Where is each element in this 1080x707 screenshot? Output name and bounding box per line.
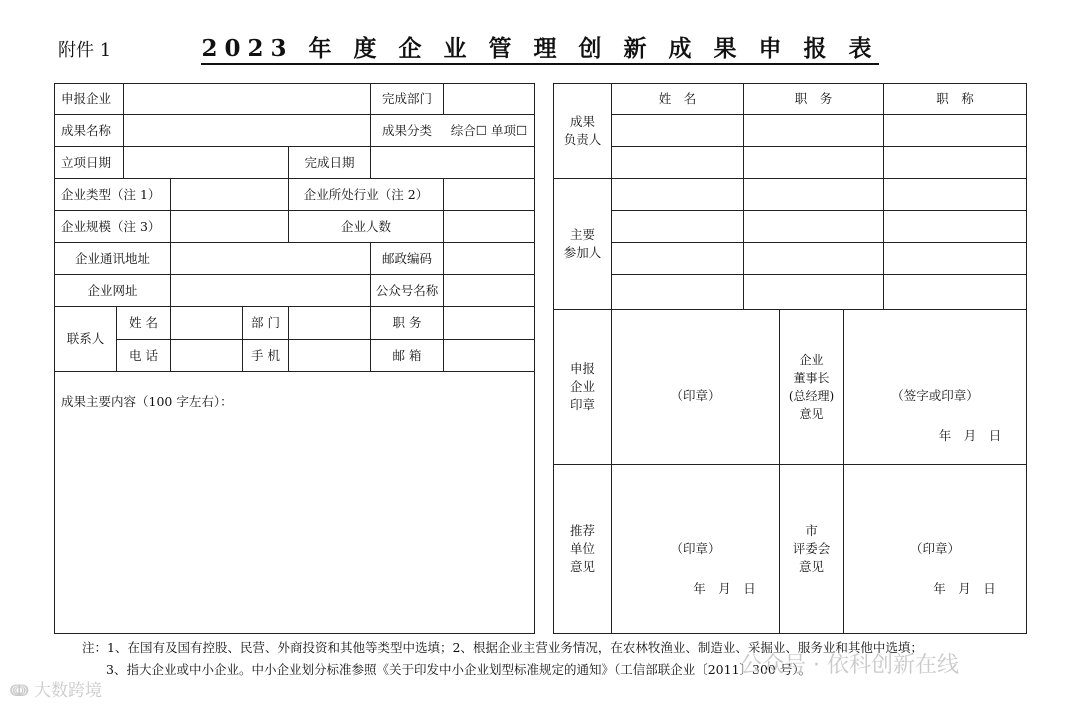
watermark-right: 公众号 · 依科创新在线 [740,653,959,678]
date-recommend: 年 月 日 [693,581,756,596]
label-main-content: 成果主要内容（100 字左右）： [61,394,233,409]
label-mailing-address: 企业通讯地址 [74,250,150,266]
label-contact-department: 部 门 [251,315,280,330]
seal-placeholder-applicant: （印章） [670,388,721,403]
annex-label: 附件 1 [58,40,112,61]
footnote-line-2: 3、指大企业或中小企业。中小企业划分标准参照《关于印发中小企业划型标准规定的通知》（工信部联企业〔2011〕300 号）。 [106,662,812,677]
label-company-type: 企业类型（注 1） [61,186,161,202]
watermark-left-text: 大数跨境 [34,681,102,701]
label-finish-date: 完成日期 [304,154,355,170]
label-contact-email: 邮 箱 [392,347,422,363]
category-options-checkboxes[interactable]: 综合☐ 单项☐ [450,122,528,138]
label-recommending-unit: 推荐 单位 意见 [569,523,595,574]
label-contact-mobile: 手 机 [251,347,280,363]
seal-placeholder-recommend: （印章） [670,541,721,556]
label-achievement-leader: 成果 负责人 [563,114,602,147]
watermark-logo-icon: ↈ [10,681,34,701]
label-contact-name: 姓 名 [129,315,158,330]
label-completion-dept: 完成部门 [381,91,432,106]
label-achievement-name: 成果名称 [61,122,112,138]
label-achievement-category: 成果分类 [381,122,432,138]
label-main-participants: 主要 参加人 [563,227,602,260]
col-header-title: 职 称 [936,91,974,106]
date-chairman: 年 月 日 [938,428,1002,443]
label-contact-person: 联系人 [66,331,105,346]
label-chairman-opinion: 企业 董事长 (总经理) 意见 [788,353,835,421]
label-website: 企业网址 [87,282,138,298]
label-wechat-account: 公众号名称 [375,282,439,298]
label-start-date: 立项日期 [61,154,112,170]
label-postcode: 邮政编码 [381,250,432,266]
label-staff-count: 企业人数 [340,218,391,234]
footnote-line-1: 注：1、在国有及国有控股、民营、外商投资和其他等类型中选填；2、根据企业主营业务情况，在农林牧渔业、制造业、采掘业、服务业和其他中选填； [82,640,923,655]
col-header-position: 职 务 [794,91,833,106]
seal-placeholder-committee: （印章） [909,541,960,556]
date-committee: 年 月 日 [933,581,996,596]
label-company-scale: 企业规模（注 3） [61,218,161,234]
label-industry: 企业所处行业（注 2） [303,186,429,202]
label-applicant-company: 申报企业 [61,91,112,106]
label-contact-phone: 电 话 [129,347,158,363]
form-title-text: 2023 年 度 企 业 管 理 创 新 成 果 申 报 表 [201,35,878,65]
label-city-committee: 市 评委会 意见 [792,523,831,574]
col-header-name: 姓 名 [658,91,697,106]
label-contact-position: 职 务 [392,315,422,330]
sign-or-seal-placeholder: （签字或印章） [891,388,979,403]
label-applicant-seal: 申报 企业 印章 [569,361,595,412]
watermark-left [10,676,102,701]
